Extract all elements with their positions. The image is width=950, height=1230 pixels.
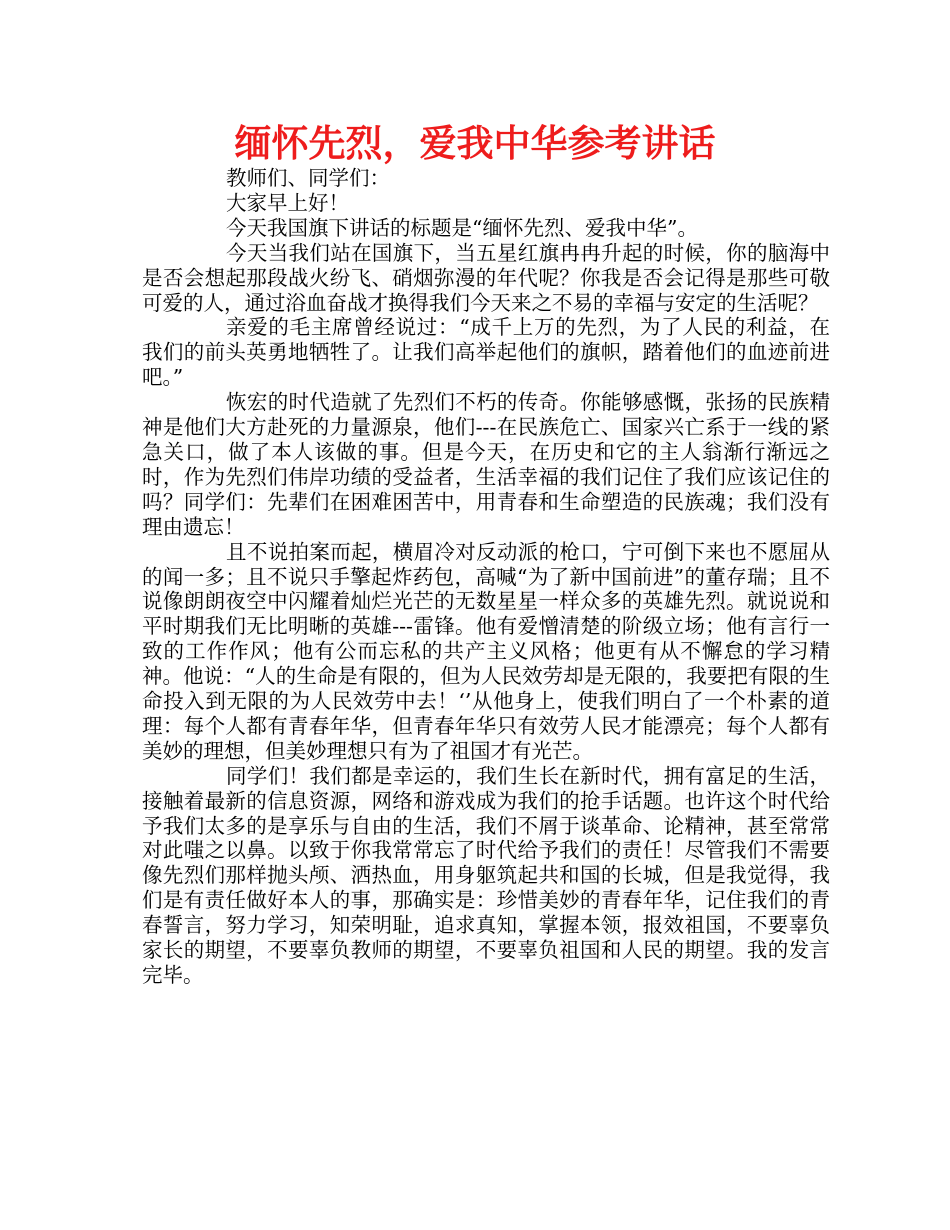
greeting-line: 大家早上好！	[226, 190, 350, 215]
body-paragraph: 亲爱的毛主席曾经说过：“成千上万的先烈，为了人民的利益，在我们的前头英勇地牺牲了。让我们高举起他们的旗帜，踏着他们的血迹前进吧。”	[142, 315, 830, 390]
body-paragraph: 恢宏的时代造就了先烈们不朽的传奇。你能够感慨，张扬的民族精神是他们大方赴死的力量源泉，他们---在民族危亡、国家兴亡系于一线的紧急关口，做了本人该做的事。但是今天，在历史和它的主人翁渐行渐远之时，作为先烈们伟岸功绩的受益者，生活幸福的我们记住了我们应该记住的吗？同学们：先辈们在困难困苦中，用青春和生命塑造的民族魂；我们没有理由遗忘！	[142, 390, 830, 539]
body-paragraph: 且不说拍案而起，横眉冷对反动派的枪口，宁可倒下来也不愿屈从的闻一多；且不说只手擎起炸药包，高喊“为了新中国前进”的董存瑞；且不说像朗朗夜空中闪耀着灿烂光芒的无数星星一样众多的英雄先烈。就说说和平时期我们无比明晰的英雄---雷锋。他有爱憎清楚的阶级立场；他有言行一致的工作作风；他有公而忘私的共产主义风格；他更有从不懈怠的学习精神。他说：“人的生命是有限的，但为人民效劳却是无限的，我要把有限的生命投入到无限的为人民效劳中去！‘’从他身上，使我们明白了一个朴素的道理：每个人都有青春年华，但青春年华只有效劳人民才能漂亮；每个人都有美妙的理想，但美妙理想只有为了祖国才有光芒。	[142, 539, 830, 763]
greeting-line: 教师们、同学们：	[226, 166, 391, 190]
document-title: 缅怀先烈，爱我中华参考讲话	[234, 122, 716, 165]
body-paragraph: 同学们！我们都是幸运的，我们生长在新时代，拥有富足的生活，接触着最新的信息资源，网络和游戏成为我们的抢手话题。也许这个时代给予我们太多的是享乐与自由的生活，我们不屑于谈革命、论精神，甚至常常对此嗤之以鼻。以致于你我常常忘了时代给予我们的责任！尽管我们不需要像先烈们那样抛头颅、洒热血，用身躯筑起共和国的长城，但是我觉得，我们是有责任做好本人的事，那确实是：珍惜美妙的青春年华，记住我们的青春誓言，努力学习，知荣明耻，追求真知，掌握本领，报效祖国，不要辜负家长的期望，不要辜负教师的期望，不要辜负祖国和人民的期望。我的发言完毕。	[142, 763, 830, 987]
speech-topic-paragraph: 今天我国旗下讲话的标题是“缅怀先烈、爱我中华”。	[226, 215, 699, 240]
document-body	[142, 166, 830, 988]
body-paragraph: 今天当我们站在国旗下，当五星红旗冉冉升起的时候，你的脑海中是否会想起那段战火纷飞、硝烟弥漫的年代呢？你我是否会记得是那些可敬可爱的人，通过浴血奋战才换得我们今天来之不易的幸福与安定的生活呢？	[142, 240, 830, 315]
